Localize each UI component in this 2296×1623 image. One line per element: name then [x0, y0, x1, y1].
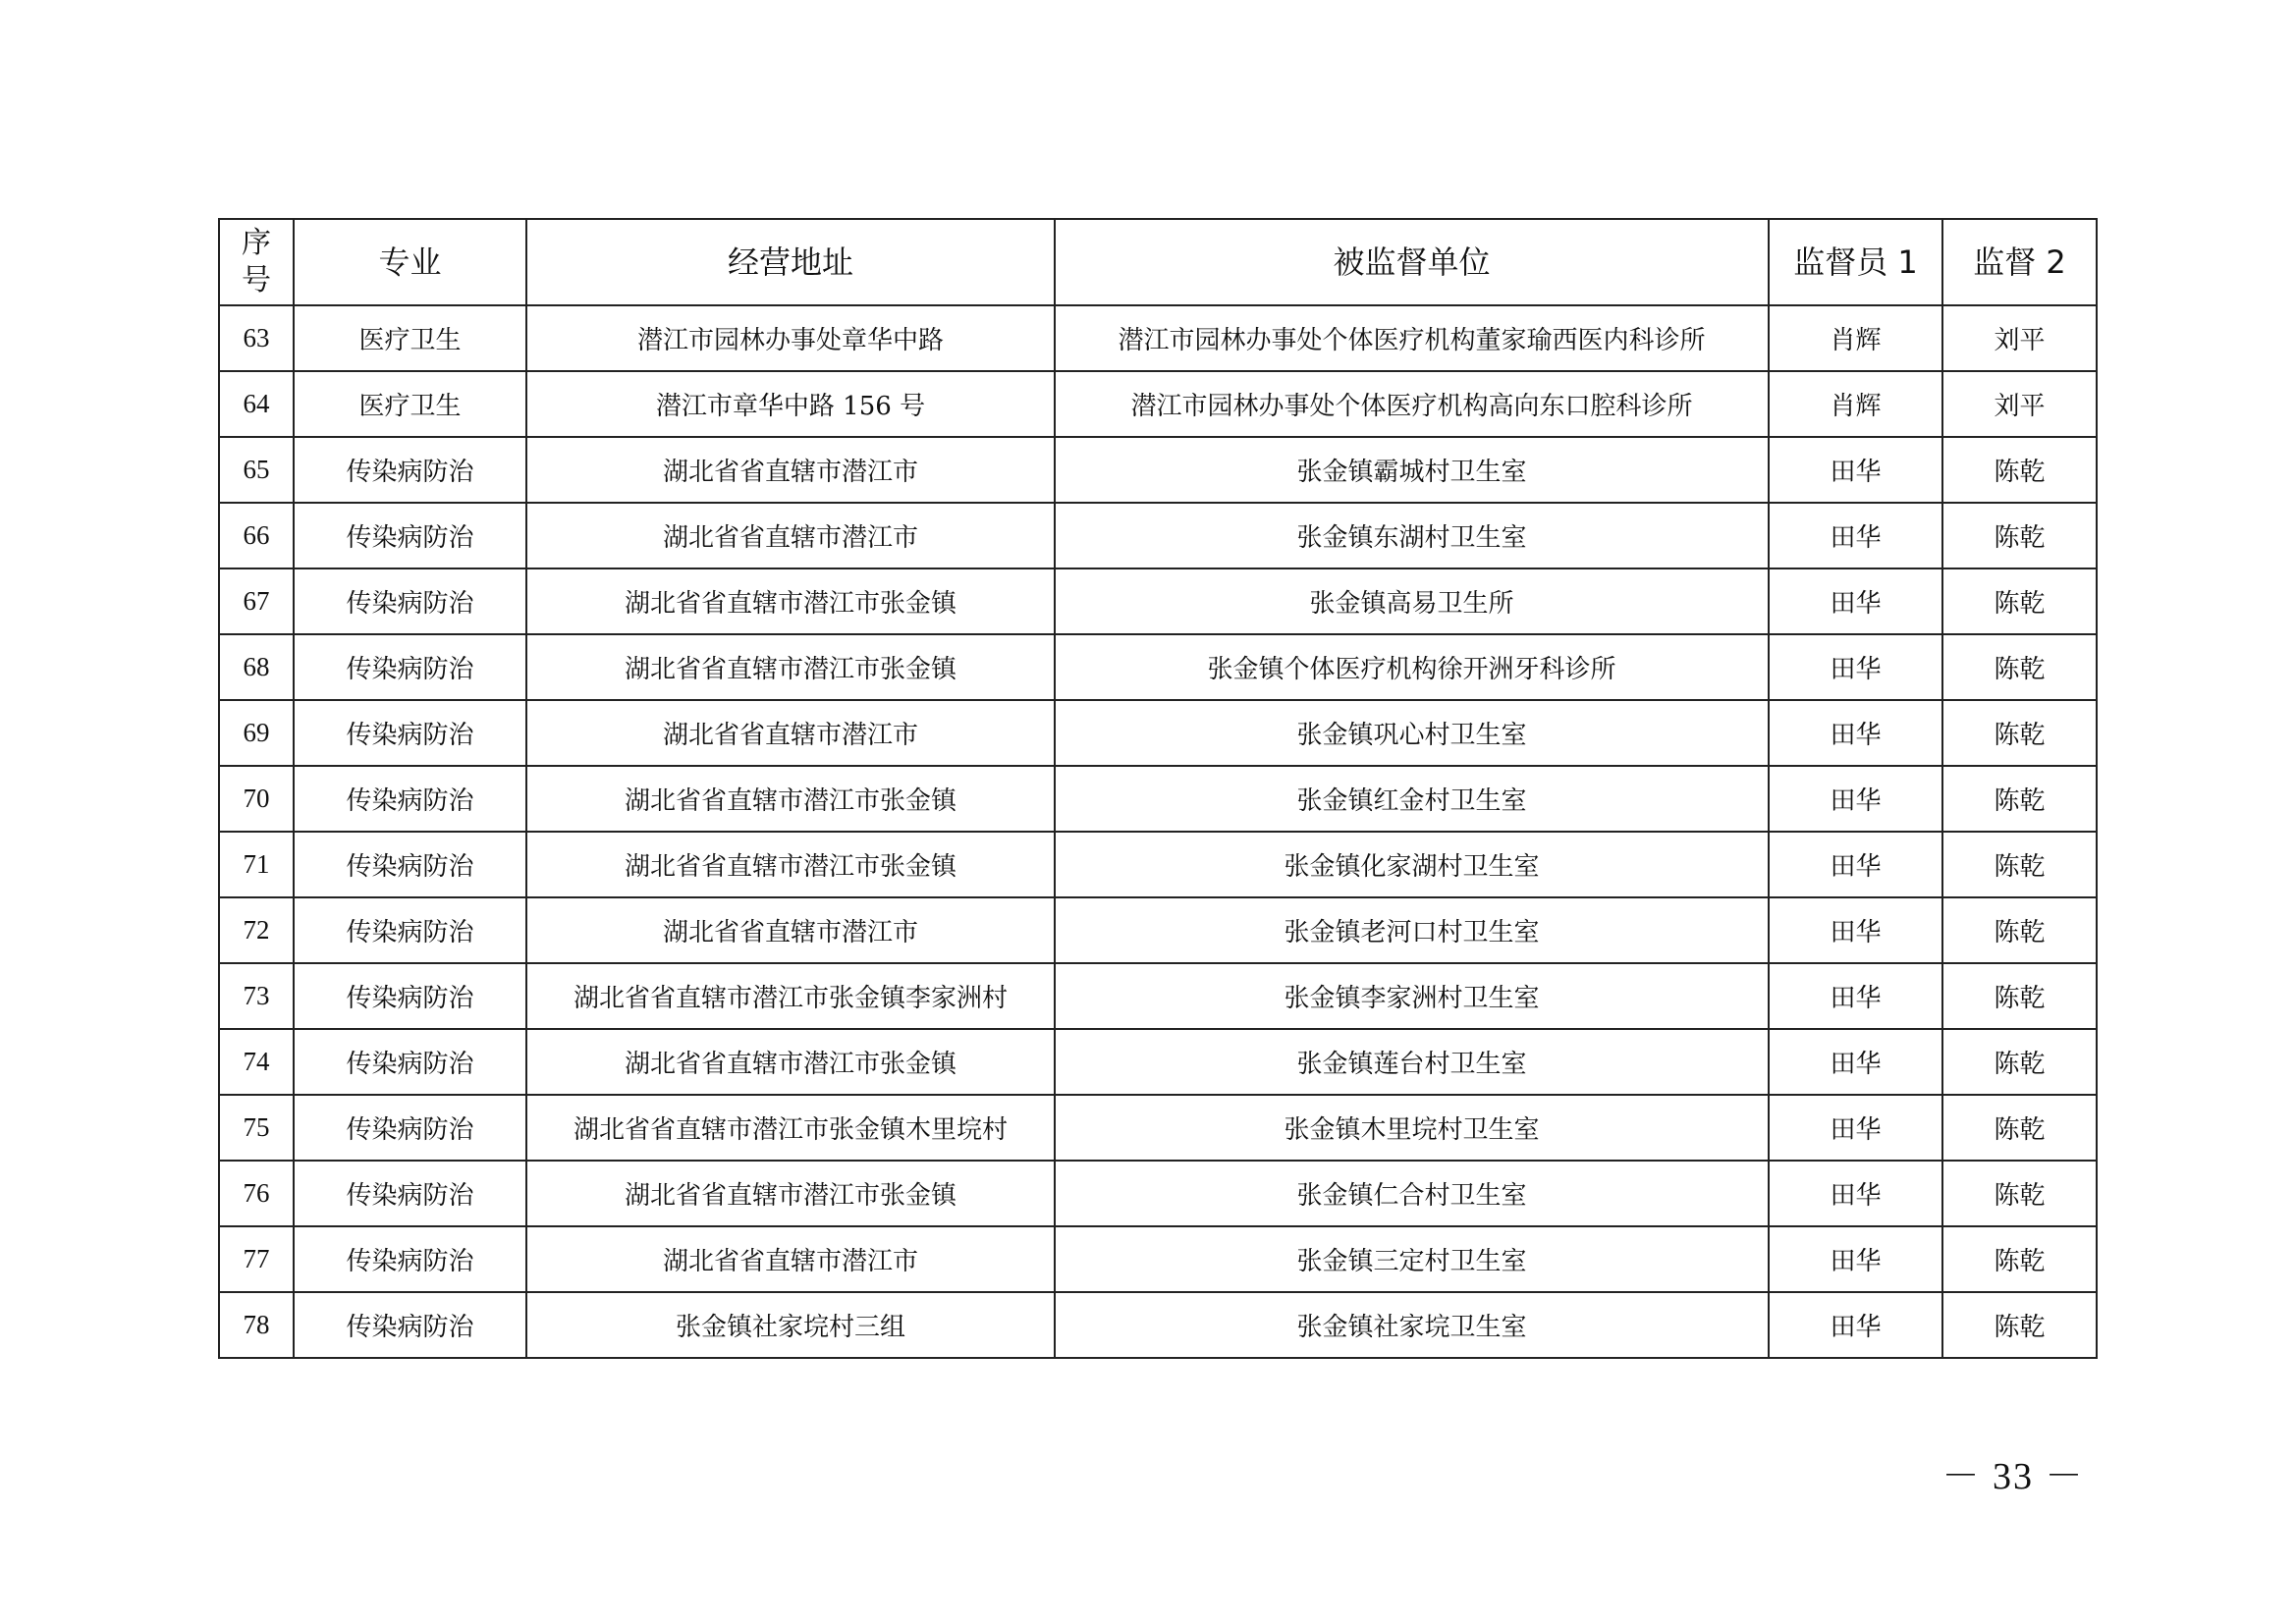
cell-specialty: 传染病防治: [294, 634, 526, 700]
cell-address: 张金镇社家垸村三组: [526, 1292, 1055, 1358]
cell-inspector-2: 刘平: [1942, 371, 2097, 437]
cell-serial-number: 71: [219, 832, 294, 897]
cell-specialty: 传染病防治: [294, 963, 526, 1029]
header-supervised-unit: 被监督单位: [1055, 219, 1769, 305]
cell-specialty: 传染病防治: [294, 437, 526, 503]
cell-address: 潜江市章华中路 156 号: [526, 371, 1055, 437]
cell-inspector-2: 陈乾: [1942, 1292, 2097, 1358]
table-row: [219, 1292, 2097, 1358]
cell-serial-number: 69: [219, 700, 294, 766]
cell-inspector-2: 陈乾: [1942, 963, 2097, 1029]
cell-serial-number: 72: [219, 897, 294, 963]
cell-inspector-2: 刘平: [1942, 305, 2097, 371]
table-row: [219, 503, 2097, 568]
cell-inspector-2: 陈乾: [1942, 1029, 2097, 1095]
cell-serial-number: 75: [219, 1095, 294, 1161]
header-inspector-2: 监督 2: [1942, 219, 2097, 305]
cell-specialty: 传染病防治: [294, 1161, 526, 1226]
table-row: [219, 832, 2097, 897]
cell-inspector-1: 田华: [1769, 503, 1942, 568]
cell-address: 湖北省省直辖市潜江市: [526, 700, 1055, 766]
cell-inspector-1: 田华: [1769, 832, 1942, 897]
cell-specialty: 传染病防治: [294, 568, 526, 634]
cell-inspector-2: 陈乾: [1942, 897, 2097, 963]
cell-inspector-2: 陈乾: [1942, 1161, 2097, 1226]
cell-specialty: 传染病防治: [294, 1095, 526, 1161]
cell-supervised-unit: 潜江市园林办事处个体医疗机构董家瑜西医内科诊所: [1055, 305, 1769, 371]
table-row: [219, 1226, 2097, 1292]
cell-address: 湖北省省直辖市潜江市: [526, 503, 1055, 568]
page-number: － 33 －: [1941, 1456, 2085, 1497]
cell-specialty: 传染病防治: [294, 897, 526, 963]
cell-supervised-unit: 潜江市园林办事处个体医疗机构高向东口腔科诊所: [1055, 371, 1769, 437]
cell-inspector-1: 田华: [1769, 1292, 1942, 1358]
cell-inspector-1: 田华: [1769, 1161, 1942, 1226]
cell-address: 湖北省省直辖市潜江市: [526, 1226, 1055, 1292]
cell-specialty: 传染病防治: [294, 766, 526, 832]
cell-address: 潜江市园林办事处章华中路: [526, 305, 1055, 371]
cell-serial-number: 66: [219, 503, 294, 568]
cell-serial-number: 76: [219, 1161, 294, 1226]
cell-supervised-unit: 张金镇高易卫生所: [1055, 568, 1769, 634]
cell-inspector-1: 田华: [1769, 766, 1942, 832]
cell-address: 湖北省省直辖市潜江市: [526, 437, 1055, 503]
table-row: [219, 634, 2097, 700]
cell-inspector-1: 田华: [1769, 963, 1942, 1029]
header-specialty: 专业: [294, 219, 526, 305]
table-row: [219, 1029, 2097, 1095]
cell-supervised-unit: 张金镇东湖村卫生室: [1055, 503, 1769, 568]
table-row: [219, 305, 2097, 371]
cell-serial-number: 73: [219, 963, 294, 1029]
cell-inspector-1: 肖辉: [1769, 305, 1942, 371]
cell-specialty: 传染病防治: [294, 1292, 526, 1358]
cell-inspector-1: 田华: [1769, 634, 1942, 700]
cell-serial-number: 68: [219, 634, 294, 700]
cell-serial-number: 78: [219, 1292, 294, 1358]
cell-specialty: 医疗卫生: [294, 305, 526, 371]
cell-inspector-1: 田华: [1769, 568, 1942, 634]
cell-serial-number: 64: [219, 371, 294, 437]
cell-inspector-2: 陈乾: [1942, 766, 2097, 832]
table-row: [219, 963, 2097, 1029]
cell-specialty: 医疗卫生: [294, 371, 526, 437]
cell-inspector-2: 陈乾: [1942, 700, 2097, 766]
table-row: [219, 437, 2097, 503]
header-serial-line2: 号: [242, 263, 271, 298]
cell-specialty: 传染病防治: [294, 503, 526, 568]
cell-supervised-unit: 张金镇李家洲村卫生室: [1055, 963, 1769, 1029]
cell-inspector-2: 陈乾: [1942, 634, 2097, 700]
cell-serial-number: 74: [219, 1029, 294, 1095]
cell-inspector-1: 田华: [1769, 1029, 1942, 1095]
table-row: [219, 1095, 2097, 1161]
cell-inspector-2: 陈乾: [1942, 568, 2097, 634]
cell-inspector-2: 陈乾: [1942, 1095, 2097, 1161]
cell-address: 湖北省省直辖市潜江市张金镇: [526, 634, 1055, 700]
header-inspector-1: 监督员 1: [1769, 219, 1942, 305]
cell-supervised-unit: 张金镇社家垸卫生室: [1055, 1292, 1769, 1358]
header-address: 经营地址: [526, 219, 1055, 305]
cell-inspector-2: 陈乾: [1942, 832, 2097, 897]
cell-address: 湖北省省直辖市潜江市张金镇李家洲村: [526, 963, 1055, 1029]
cell-address: 湖北省省直辖市潜江市张金镇: [526, 1161, 1055, 1226]
cell-supervised-unit: 张金镇木里垸村卫生室: [1055, 1095, 1769, 1161]
cell-supervised-unit: 张金镇霸城村卫生室: [1055, 437, 1769, 503]
cell-serial-number: 63: [219, 305, 294, 371]
cell-serial-number: 67: [219, 568, 294, 634]
cell-supervised-unit: 张金镇化家湖村卫生室: [1055, 832, 1769, 897]
table-row: [219, 371, 2097, 437]
table-row: [219, 1161, 2097, 1226]
cell-supervised-unit: 张金镇仁合村卫生室: [1055, 1161, 1769, 1226]
supervision-table: [218, 218, 2098, 1359]
table-row: [219, 897, 2097, 963]
cell-serial-number: 77: [219, 1226, 294, 1292]
cell-inspector-1: 田华: [1769, 437, 1942, 503]
cell-supervised-unit: 张金镇个体医疗机构徐开洲牙科诊所: [1055, 634, 1769, 700]
header-row: [219, 219, 2097, 305]
cell-address: 湖北省省直辖市潜江市: [526, 897, 1055, 963]
cell-address: 湖北省省直辖市潜江市张金镇木里垸村: [526, 1095, 1055, 1161]
table-header: [219, 219, 2097, 305]
table-row: [219, 700, 2097, 766]
cell-address: 湖北省省直辖市潜江市张金镇: [526, 766, 1055, 832]
cell-address: 湖北省省直辖市潜江市张金镇: [526, 832, 1055, 897]
cell-inspector-1: 田华: [1769, 1095, 1942, 1161]
cell-inspector-1: 田华: [1769, 897, 1942, 963]
cell-specialty: 传染病防治: [294, 700, 526, 766]
cell-specialty: 传染病防治: [294, 1029, 526, 1095]
cell-supervised-unit: 张金镇三定村卫生室: [1055, 1226, 1769, 1292]
header-serial-number: [219, 219, 294, 305]
table-body: [219, 305, 2097, 1358]
cell-serial-number: 70: [219, 766, 294, 832]
cell-specialty: 传染病防治: [294, 832, 526, 897]
header-serial-line1: 序: [242, 226, 271, 260]
cell-address: 湖北省省直辖市潜江市张金镇: [526, 1029, 1055, 1095]
cell-supervised-unit: 张金镇莲台村卫生室: [1055, 1029, 1769, 1095]
cell-inspector-1: 田华: [1769, 700, 1942, 766]
cell-inspector-2: 陈乾: [1942, 1226, 2097, 1292]
cell-specialty: 传染病防治: [294, 1226, 526, 1292]
cell-inspector-1: 田华: [1769, 1226, 1942, 1292]
cell-inspector-2: 陈乾: [1942, 503, 2097, 568]
table-row: [219, 766, 2097, 832]
table-row: [219, 568, 2097, 634]
cell-inspector-2: 陈乾: [1942, 437, 2097, 503]
cell-address: 湖北省省直辖市潜江市张金镇: [526, 568, 1055, 634]
cell-supervised-unit: 张金镇巩心村卫生室: [1055, 700, 1769, 766]
cell-supervised-unit: 张金镇红金村卫生室: [1055, 766, 1769, 832]
cell-supervised-unit: 张金镇老河口村卫生室: [1055, 897, 1769, 963]
cell-inspector-1: 肖辉: [1769, 371, 1942, 437]
cell-serial-number: 65: [219, 437, 294, 503]
